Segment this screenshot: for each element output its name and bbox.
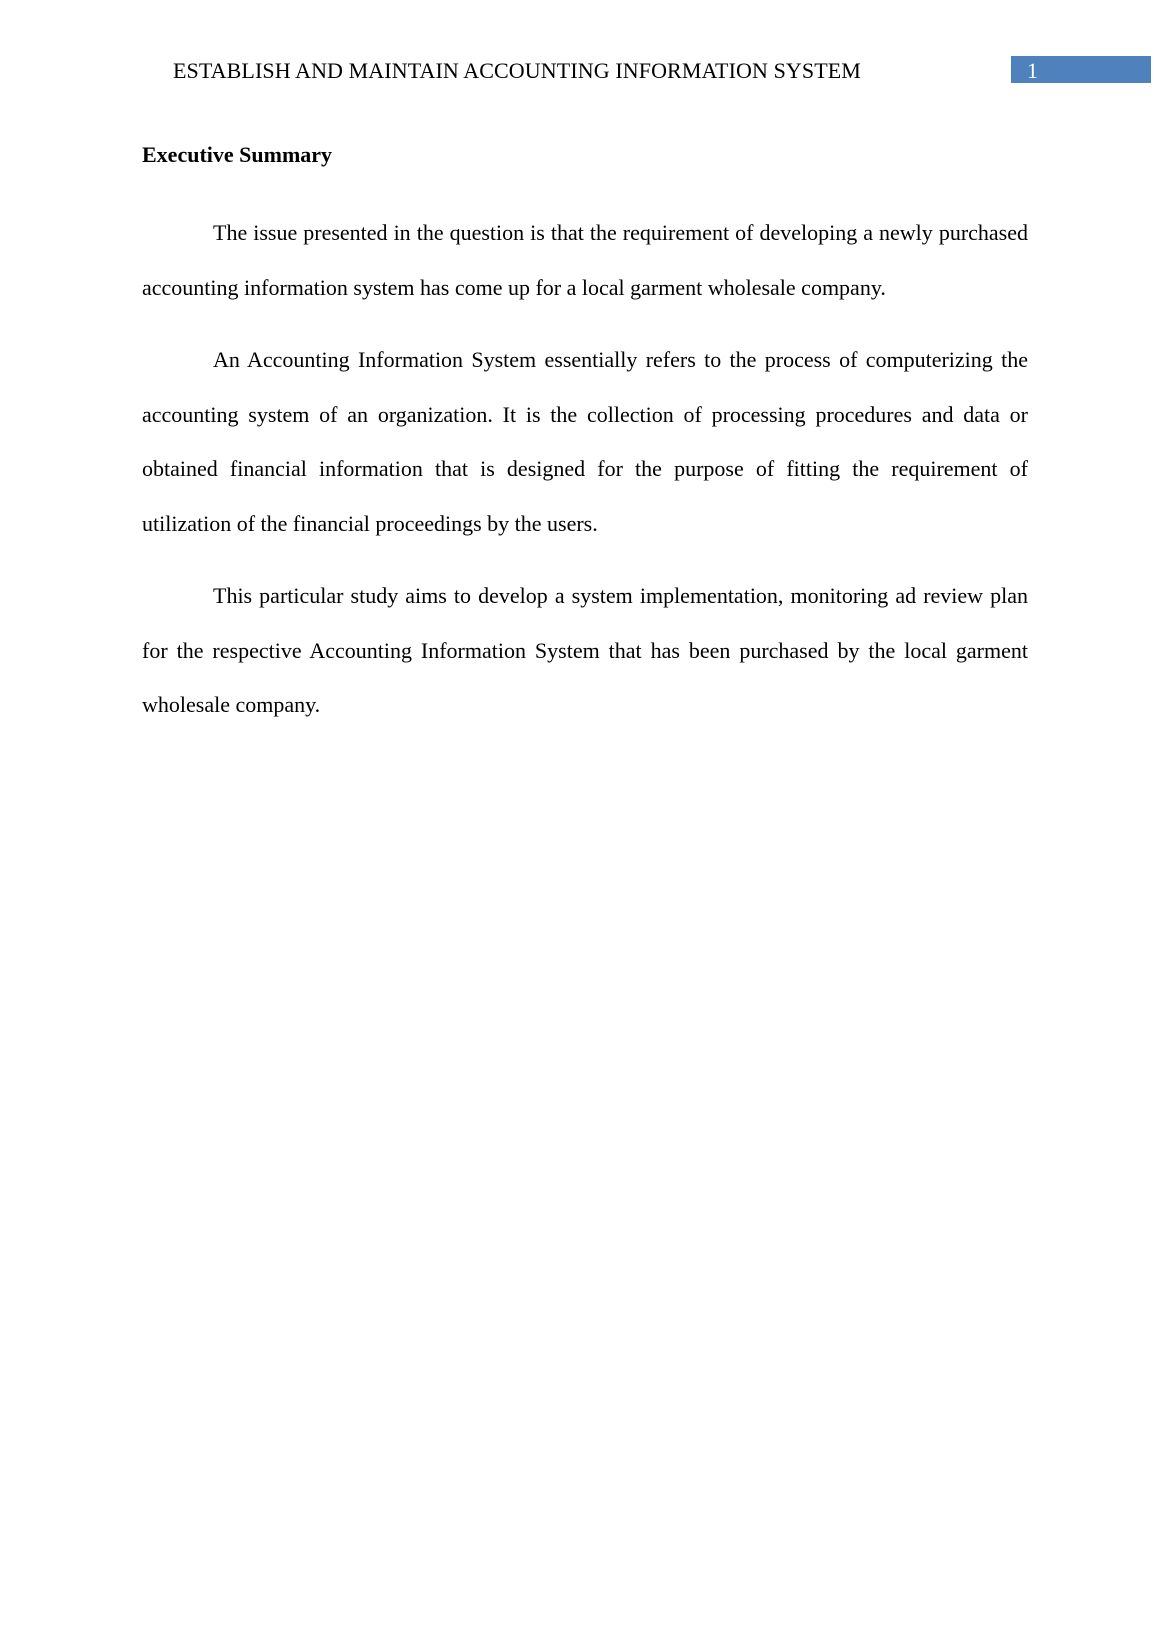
page-number-badge [1011,56,1151,83]
page-header [0,56,1158,84]
paragraph-ais-definition: An Accounting Information System essentially refers to the process of computerizing the accounting system of an organization. It is the collection of processing procedures and data or obtained financial information that is designed for the purpose of fitting the requirement of utilization of the financial proceedings by the users. [142,347,1028,536]
page-number: 1 [1027,58,1038,83]
section-heading: Executive Summary [142,142,333,167]
header-title: ESTABLISH AND MAINTAIN ACCOUNTING INFORMATION SYSTEM [173,58,861,83]
paragraph-issue: The issue presented in the question is that the requirement of developing a newly purchased accounting information system has come up for a local garment wholesale company. [142,220,1028,300]
document-body [142,140,1028,751]
paragraph-study-aim: This particular study aims to develop a system implementation, monitoring ad review plan for the respective Accounting Information System that has been purchased by the local garment wholesale company. [142,583,1028,717]
